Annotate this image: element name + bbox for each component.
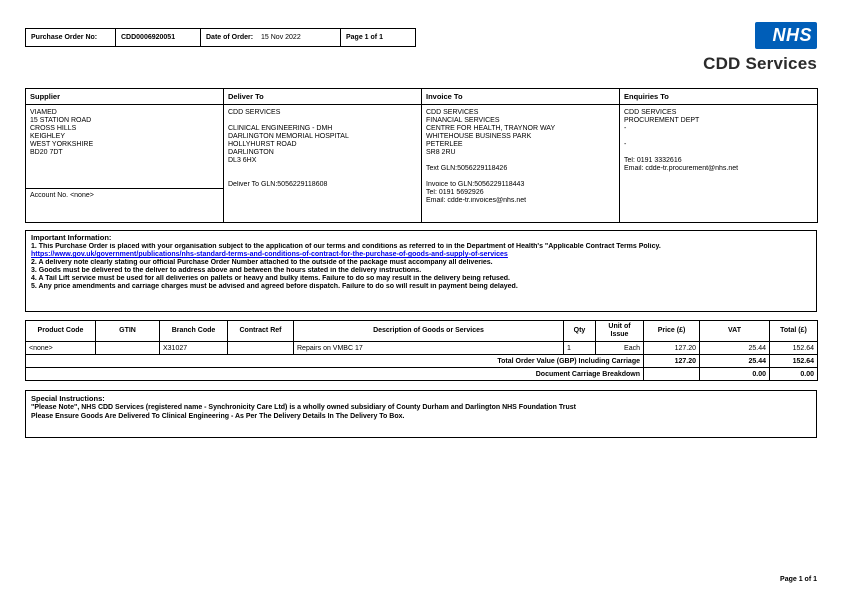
po-number-value: CDD0006920051 (116, 29, 201, 47)
address-line (624, 149, 813, 157)
item-contract-ref (228, 342, 294, 355)
page-count-cell: Page 1 of 1 (341, 29, 416, 47)
address-line: HOLLYHURST ROAD (228, 141, 297, 148)
col-contract-ref: Contract Ref (228, 321, 294, 342)
order-date-cell (201, 29, 341, 47)
address-line: Invoice to GLN:5056229118443 (426, 181, 525, 188)
address-line: CDD SERVICES (228, 109, 281, 116)
address-line: CENTRE FOR HEALTH, TRAYNOR WAY (426, 125, 556, 132)
address-line: - (624, 141, 627, 148)
item-unit: Each (596, 342, 644, 355)
address-line: CDD SERVICES (426, 109, 479, 116)
total-order-value-row (26, 355, 818, 368)
address-line: WHITEHOUSE BUSINESS PARK (426, 133, 532, 140)
col-price: Price (£) (644, 321, 700, 342)
item-row (26, 342, 818, 355)
important-information-box (25, 230, 817, 312)
special-instructions-title: Special Instructions: (31, 394, 105, 403)
special-instructions-box (25, 390, 817, 438)
enquiries-to-address (620, 105, 817, 177)
address-line: - (624, 125, 627, 132)
deliver-to-cell (224, 105, 422, 223)
item-product-code: <none> (26, 342, 96, 355)
invoice-to-header: Invoice To (422, 89, 620, 105)
po-number-label: Purchase Order No: (26, 29, 116, 47)
deliver-to-address (224, 105, 421, 193)
invoice-to-cell (422, 105, 620, 223)
address-line: DARLINGTON MEMORIAL HOSPITAL (228, 133, 349, 140)
important-note-2: 2. A delivery note clearly stating our official Purchase Order Number attached to the outside of the package must accompany all deliveries. (31, 259, 493, 266)
address-line: Tel: 0191 5692926 (426, 189, 484, 196)
total-order-price: 127.20 (644, 355, 700, 368)
item-description: Repairs on VMBC 17 (294, 342, 564, 355)
carriage-price (644, 368, 700, 381)
address-line: DARLINGTON (228, 149, 274, 156)
address-line: VIAMED (30, 109, 57, 116)
address-line: DL3 6HX (228, 157, 257, 164)
supplier-header: Supplier (26, 89, 224, 105)
address-line (228, 173, 417, 181)
total-order-value-label: Total Order Value (GBP) Including Carriage (26, 355, 644, 368)
items-header-row (26, 321, 818, 342)
po-header-table (25, 28, 416, 47)
address-line (228, 165, 417, 173)
important-note-3: 3. Goods must be delivered to the deliver to address above and between the hours stated in the delivery instructions. (31, 267, 422, 274)
col-product-code: Product Code (26, 321, 96, 342)
supplier-account-number: Account No. <none> (30, 192, 94, 199)
nhs-logo: NHS (755, 22, 817, 49)
address-line: Email: cdde-tr.invoices@nhs.net (426, 197, 527, 204)
address-line (426, 173, 615, 181)
item-price: 127.20 (644, 342, 700, 355)
important-information-title: Important Information: (31, 233, 112, 242)
important-note-1: 1. This Purchase Order is placed with your organisation subject to the application of our terms and conditions as referred to in the Department of Health's "Applicable Contract Terms Policy. (31, 243, 661, 250)
address-line: WEST YORKSHIRE (30, 141, 94, 148)
carriage-total: 0.00 (770, 368, 818, 381)
address-line: KEIGHLEY (30, 133, 66, 140)
total-order-vat: 25.44 (700, 355, 770, 368)
order-date-value: 15 Nov 2022 (261, 34, 301, 41)
enquiries-to-header: Enquiries To (620, 89, 818, 105)
important-note-4: 4. A Tail Lift service must be used for all deliveries on pallets or heavy and bulky items. Failure to do so may result in the delivery being refused. (31, 275, 510, 282)
items-table (25, 320, 818, 381)
address-line (426, 157, 615, 165)
supplier-address (26, 105, 223, 189)
invoice-to-address (422, 105, 619, 209)
address-line: SR8 2RU (426, 149, 456, 156)
item-gtin (96, 342, 160, 355)
item-branch-code: X31027 (160, 342, 228, 355)
col-branch-code: Branch Code (160, 321, 228, 342)
col-qty: Qty (564, 321, 596, 342)
address-line: Email: cdde-tr.procurement@nhs.net (624, 165, 739, 172)
address-line: Deliver To GLN:5056229118608 (228, 181, 328, 188)
item-vat: 25.44 (700, 342, 770, 355)
address-line: Tel: 0191 3332616 (624, 157, 682, 164)
col-vat: VAT (700, 321, 770, 342)
order-date-label: Date of Order: (206, 34, 254, 41)
cdd-services-title: CDD Services (703, 54, 817, 73)
addresses-table (25, 88, 818, 223)
deliver-to-header: Deliver To (224, 89, 422, 105)
total-order-total: 152.64 (770, 355, 818, 368)
col-total: Total (£) (770, 321, 818, 342)
footer-page-number: Page 1 of 1 (780, 576, 817, 583)
address-line: CROSS HILLS (30, 125, 77, 132)
address-line: PROCUREMENT DEPT (624, 117, 700, 124)
address-line: CLINICAL ENGINEERING - DMH (228, 125, 333, 132)
supplier-cell (26, 105, 224, 223)
address-line (624, 133, 813, 141)
address-line: PETERLEE (426, 141, 463, 148)
address-line: FINANCIAL SERVICES (426, 117, 500, 124)
enquiries-to-cell (620, 105, 818, 223)
address-line (228, 117, 417, 125)
important-note-5: 5. Any price amendments and carriage charges must be advised and agreed before dispatch. Failure to do so will result in payment being delayed. (31, 283, 518, 290)
carriage-breakdown-row (26, 368, 818, 381)
address-line: CDD SERVICES (624, 109, 677, 116)
carriage-vat: 0.00 (700, 368, 770, 381)
carriage-breakdown-label: Document Carriage Breakdown (26, 368, 644, 381)
address-line: 15 STATION ROAD (30, 117, 92, 124)
address-line: Text GLN:5056229118426 (426, 165, 508, 172)
special-instructions-line-2: Please Ensure Goods Are Delivered To Clinical Engineering - As Per The Delivery Details In The Delivery To Box. (31, 413, 405, 420)
item-qty: 1 (564, 342, 596, 355)
address-line: BD20 7DT (30, 149, 63, 156)
col-gtin: GTIN (96, 321, 160, 342)
col-unit-of-issue: Unit of Issue (596, 321, 644, 342)
col-description: Description of Goods or Services (294, 321, 564, 342)
item-total: 152.64 (770, 342, 818, 355)
special-instructions-line-1: "Please Note", NHS CDD Services (registered name - Synchronicity Care Ltd) is a wholly owned subsidiary of County Durham and Darlington NHS Foundation Trust (31, 404, 576, 411)
terms-link[interactable]: https://www.gov.uk/government/publications/nhs-standard-terms-and-conditions-of-contract-for-the-purchase-of-goods-and-supply-of-services (31, 251, 508, 258)
